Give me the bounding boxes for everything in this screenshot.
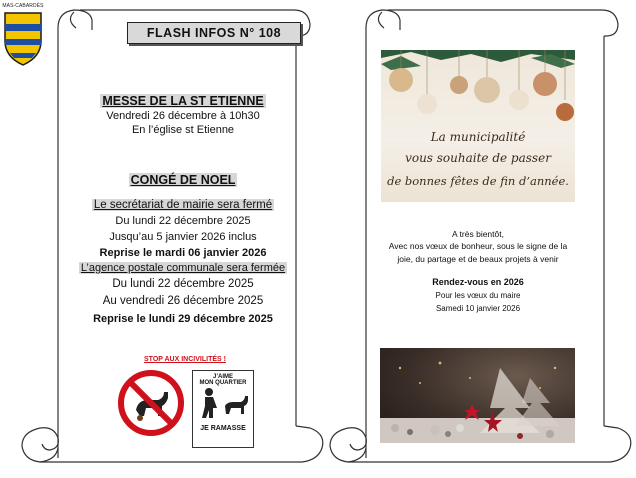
christmas-decoration-photo [380, 348, 575, 443]
card-top-line-1: J’AIME [212, 374, 233, 380]
mairie-closure-to: Jusqu’au 5 janvier 2026 inclus [109, 231, 257, 243]
town-logo [2, 2, 44, 68]
flash-info-title: FLASH INFOS N° 108 [127, 22, 301, 44]
agence-reprise: Reprise le lundi 29 décembre 2025 [93, 313, 273, 325]
messe-heading: MESSE DE LA ST ETIENNE [102, 94, 264, 108]
no-dog-fouling-sign-icon [118, 370, 184, 436]
poster-title: STOP AUX INCIVILITÉS ! [144, 356, 226, 363]
rdv-heading: Rendez-vous en 2026 [432, 277, 524, 287]
coat-of-arms-icon [2, 11, 44, 67]
right-line-2: Avec nos vœux de bonheur, sous le signe de la [388, 241, 568, 251]
agence-closure-from: Du lundi 22 décembre 2025 [112, 278, 254, 290]
greeting-line-3: de bonnes fêtes de fin d’année. [387, 174, 569, 188]
je-ramasse-card [192, 370, 254, 448]
greeting-line-1: La municipalité [430, 130, 526, 144]
conge-heading: CONGÉ DE NOEL [130, 173, 236, 187]
messe-line-2: En l’église st Etienne [131, 124, 235, 136]
card-top-line-2: MON QUARTIER [199, 380, 247, 386]
greeting-line-2: vous souhaite de passer [405, 151, 551, 165]
sign-bottom-text: JE RAMASSE [137, 421, 164, 426]
mairie-reprise: Reprise le mardi 06 janvier 2026 [99, 247, 267, 259]
mairie-closure-from: Du lundi 22 décembre 2025 [115, 215, 251, 227]
messe-line-1: Vendredi 26 décembre à 10h30 [106, 110, 260, 122]
christmas-ornaments-icon [380, 348, 575, 443]
agence-closure-label: L’agence postale communale sera fermée [80, 262, 286, 274]
person-picking-up-dog-waste-icon [193, 386, 253, 420]
card-bottom-text: JE RAMASSE [200, 425, 246, 432]
incivility-poster [110, 352, 260, 448]
agence-closure-to: Au vendredi 26 décembre 2025 [102, 295, 264, 307]
rdv-line-1: Pour les vœux du maire [435, 291, 521, 300]
right-line-1: A très bientôt, [452, 229, 504, 239]
right-line-3: joie, du partage et de beaux projets à venir [397, 254, 559, 264]
rdv-line-2: Samedi 10 janvier 2026 [435, 304, 521, 313]
mairie-closure-label: Le secrétariat de mairie sera fermé [93, 199, 273, 211]
town-logo-caption: MAS-CABARDÈS [2, 3, 44, 9]
